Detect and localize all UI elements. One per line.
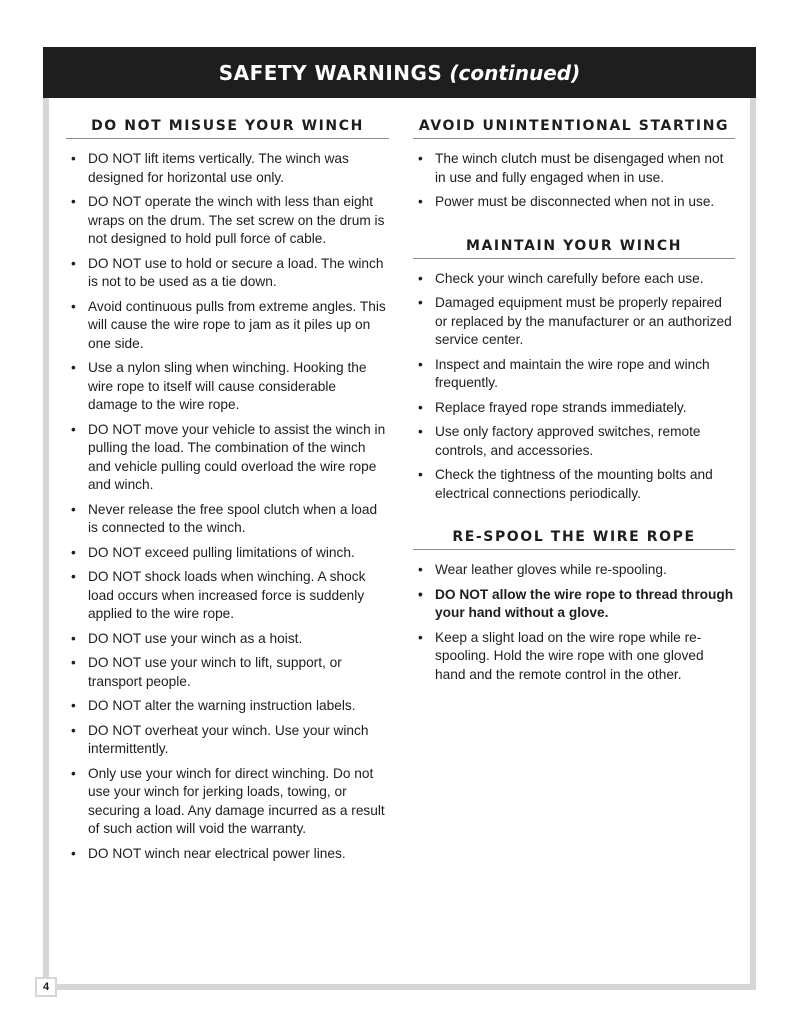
list-item: • Power must be disconnected when not in use.	[413, 193, 735, 212]
list-item: • The winch clutch must be disengaged when not in use and fully engaged when in use.	[413, 150, 735, 187]
list-item: • DO NOT use your winch to lift, support, or transport people.	[66, 654, 389, 691]
maintain-list	[413, 270, 735, 504]
list-item: • DO NOT exceed pulling limitations of winch.	[66, 544, 389, 563]
list-item: • Keep a slight load on the wire rope while re-spooling. Hold the wire rope with one gloved hand and the remote control in the other.	[413, 629, 735, 685]
list-item: • Never release the free spool clutch when a load is connected to the winch.	[66, 501, 389, 538]
list-item: • DO NOT operate the winch with less than eight wraps on the drum. The set screw on the drum is not designed to hold pull force of cable.	[66, 193, 389, 249]
list-item: • Use only factory approved switches, remote controls, and accessories.	[413, 423, 735, 460]
heading-avoid-starting: AVOID UNINTENTIONAL STARTING	[413, 118, 735, 139]
list-item: • Check the tightness of the mounting bolts and electrical connections periodically.	[413, 466, 735, 503]
banner-title: SAFETY WARNINGS	[218, 60, 443, 85]
list-item-bold-warning: • DO NOT allow the wire rope to thread through your hand without a glove.	[413, 586, 735, 623]
banner-subtitle: (continued)	[449, 60, 581, 85]
respool-list	[413, 561, 735, 684]
list-item: • Wear leather gloves while re-spooling.	[413, 561, 735, 580]
list-item: • Replace frayed rope strands immediately.	[413, 399, 735, 418]
list-item: • Use a nylon sling when winching. Hooking the wire rope to itself will cause considerable damage to the wire rope.	[66, 359, 389, 415]
list-item: • Damaged equipment must be properly repaired or replaced by the manufacturer or an authorized service center.	[413, 294, 735, 350]
list-item: • Check your winch carefully before each use.	[413, 270, 735, 289]
list-item: • DO NOT use to hold or secure a load. The winch is not to be used as a tie down.	[66, 255, 389, 292]
heading-misuse: DO NOT MISUSE YOUR WINCH	[66, 118, 389, 139]
heading-maintain: MAINTAIN YOUR WINCH	[413, 238, 735, 259]
section-banner	[43, 47, 756, 98]
list-item: • DO NOT shock loads when winching. A shock load occurs when increased force is suddenly applied to the wire rope.	[66, 568, 389, 624]
list-item: • Only use your winch for direct winching. Do not use your winch for jerking loads, towing, or securing a load. Any damage incurred as a result of such action will void the warranty.	[66, 765, 389, 839]
misuse-list	[66, 150, 389, 863]
list-item: • DO NOT lift items vertically. The winch was designed for horizontal use only.	[66, 150, 389, 187]
avoid-starting-list	[413, 150, 735, 212]
list-item: • Avoid continuous pulls from extreme angles. This will cause the wire rope to jam as it piles up on one side.	[66, 298, 389, 354]
list-item: • DO NOT alter the warning instruction labels.	[66, 697, 389, 716]
right-column	[413, 118, 735, 690]
list-item: • DO NOT move your vehicle to assist the winch in pulling the load. The combination of the winch and vehicle pulling could overload the wire rope and winch.	[66, 421, 389, 495]
heading-respool: RE-SPOOL THE WIRE ROPE	[413, 529, 735, 550]
list-item: • Inspect and maintain the wire rope and winch frequently.	[413, 356, 735, 393]
list-item: • DO NOT use your winch as a hoist.	[66, 630, 389, 649]
list-item: • DO NOT overheat your winch. Use your winch intermittently.	[66, 722, 389, 759]
page-number: 4	[35, 977, 57, 997]
list-item: • DO NOT winch near electrical power lines.	[66, 845, 389, 864]
left-column	[66, 118, 389, 869]
